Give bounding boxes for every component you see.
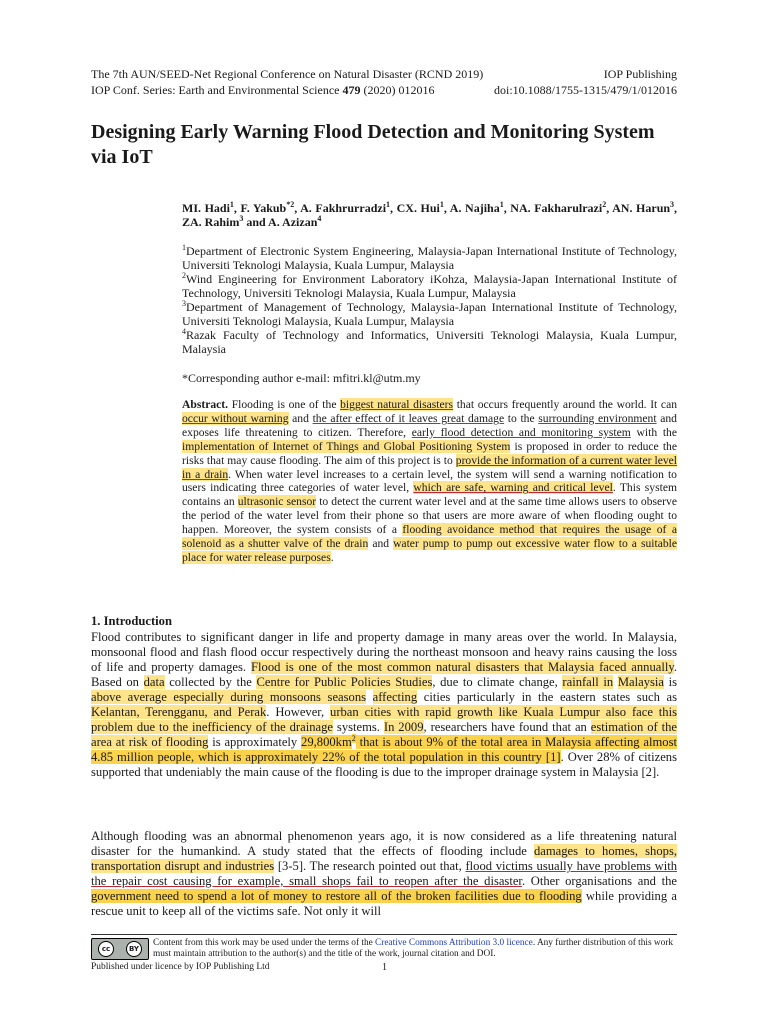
- author-name: F. Yakub: [240, 201, 287, 215]
- highlighted-text: 29,800km: [301, 735, 352, 749]
- text-run: and: [368, 537, 394, 551]
- highlighted-text: implementation of Internet of Things and Global Positioning System: [182, 439, 511, 453]
- highlighted-text: affecting: [372, 690, 418, 704]
- text-run: while providing a rescue unit to keep all of the victims safe. Not only it will: [91, 889, 677, 918]
- affiliation-number: 3: [182, 299, 186, 308]
- text-run: Although flooding was an abnormal phenomenon years ago, it is now considered as a life threatening natural disaster for the humankind. A study stated that the effects of flooding include: [91, 829, 677, 858]
- text-run: . Other organisations and the: [521, 874, 677, 888]
- text-run: and: [288, 411, 313, 425]
- author-affiliation-mark: 3: [239, 214, 244, 223]
- text-run: to detect the current water level and at the same time allows users to observe the period of the water level from their phone so that users are more aware of when flooding ought to happen. Moreover, the system consists of a: [182, 495, 677, 537]
- affiliation: [182, 244, 677, 272]
- highlighted-text: rainfall in: [562, 675, 614, 689]
- author-name: A. Najiha: [449, 201, 500, 215]
- license-text: [153, 938, 677, 960]
- affiliation-text: Wind Engineering for Environment Laboratory iKohza, Malaysia-Japan International Institute of Technology, Universiti Teknologi Malaysia, Kuala Lumpur, Malaysia: [182, 272, 677, 300]
- text-run: . This system contains an: [182, 481, 677, 509]
- affiliation: [182, 328, 677, 356]
- author-name: ZA. Rahim: [182, 215, 240, 229]
- highlighted-text: that is about 9% of the total area in Malaysia affecting almost 4.85 million people, which is approximately 22% of the total population in this country [1]: [91, 735, 678, 764]
- corresponding-author: *Corresponding author e-mail: mfitri.kl@utm.my: [182, 371, 421, 385]
- series-prefix: IOP Conf. Series: Earth and Environmental Science: [91, 83, 343, 97]
- author-name: AN. Harun: [612, 201, 671, 215]
- text-run: cities particularly in the eastern states such as: [417, 690, 677, 704]
- author-name: A. Azizan: [268, 215, 318, 229]
- highlighted-text: which are safe, warning and critical level: [413, 481, 613, 495]
- highlighted-text: occur without warning: [182, 411, 289, 425]
- text-run: [3-5]. The research pointed out that,: [274, 859, 466, 873]
- affiliation-text: Razak Faculty of Technology and Informatics, Universiti Teknologi Malaysia, Kuala Lumpur, Malaysia: [182, 328, 677, 356]
- issue-info: (2020) 012016: [360, 83, 435, 97]
- author-affiliation-mark: 1: [439, 200, 444, 209]
- by-icon: [126, 941, 142, 957]
- affiliation: [182, 300, 677, 328]
- license-post: . Any further distribution of this work must maintain attribution to the author(s) and the title of the work, journal citation and DOI.: [153, 938, 674, 959]
- text-run: . However,: [266, 705, 331, 719]
- highlighted-text: the after effect of it leaves great damage: [312, 411, 505, 425]
- highlighted-text: flooding avoidance method that requires the usage of a solenoid as a shutter valve of the drain: [182, 523, 677, 551]
- highlighted-text: Flood is one of the most common natural disasters that Malaysia faced annually: [251, 660, 674, 674]
- volume-number: 479: [342, 83, 361, 97]
- text-run: .: [330, 550, 334, 564]
- highlighted-text: surrounding environment: [538, 411, 657, 425]
- highlighted-text: Malaysia: [617, 675, 664, 689]
- highlighted-text: flood victims usually have problems with the repair cost causing for example, small shops fail to reopen after the disaster: [91, 859, 677, 888]
- cc-icon: cc: [98, 941, 114, 957]
- affiliation-number: 2: [182, 271, 186, 280]
- license-link[interactable]: Creative Commons Attribution 3.0 licence: [375, 938, 533, 948]
- text-run: with the: [630, 425, 677, 439]
- affiliation: [182, 272, 677, 300]
- published-by: Published under licence by IOP Publishing Ltd: [91, 962, 270, 972]
- author-affiliation-mark: 1: [499, 200, 504, 209]
- intro-paragraph-2: [91, 829, 677, 919]
- text-run: Flood contributes to significant danger in life and property damage in many areas over the world. In Malaysia, monsoonal flood and flash flood occur respectively during the northeast monsoon and heavy rains causing the loss of life and property damages.: [91, 630, 677, 674]
- highlighted-text: water pump to pump out excessive water flow to a suitable place for water release purposes: [182, 537, 678, 564]
- affiliation-text: Department of Electronic System Engineering, Malaysia-Japan International Institute of Technology, Universiti Teknologi Malaysia, Kuala Lumpur, Malaysia: [182, 244, 677, 272]
- text-run: . Over 28% of citizens supported that undeniably the main cause of the flooding is due to the improper drainage system in Malaysia [2].: [91, 750, 677, 779]
- author-affiliation-mark: *2: [286, 200, 295, 209]
- author-name: NA. Fakharulrazi: [510, 201, 603, 215]
- highlighted-text: biggest natural disasters: [340, 398, 454, 411]
- highlighted-text: urban cities with rapid growth like Kuala Lumpur also face this problem due to the inefficiency of the drainage: [91, 705, 678, 734]
- affiliation-number: 4: [182, 327, 186, 336]
- text-run: is approximately: [208, 735, 302, 749]
- highlighted-text: In 2009: [383, 720, 424, 734]
- text-run: collected by the: [164, 675, 257, 689]
- text-run: to the: [504, 411, 539, 425]
- author-name: A. Fakhrurradzi: [300, 201, 387, 215]
- text-run: systems.: [332, 720, 384, 734]
- highlighted-text: government need to spend a lot of money to restore all of the broken facilities due to flooding: [91, 889, 582, 903]
- footer-divider: [91, 934, 677, 935]
- author-affiliation-mark: 4: [317, 214, 322, 223]
- abstract-body: [182, 398, 677, 564]
- author-name: MI. Hadi: [182, 201, 230, 215]
- text-run: [366, 690, 373, 704]
- doi[interactable]: doi:10.1088/1755-1315/479/1/012016: [494, 83, 677, 97]
- text-run: , due to climate change,: [432, 675, 563, 689]
- highlighted-text: Kelantan, Terengganu, and Perak: [91, 705, 267, 719]
- highlighted-text: above average especially during monsoons seasons: [91, 690, 367, 704]
- author-name: CX. Hui: [396, 201, 440, 215]
- author-affiliation-mark: 1: [229, 200, 234, 209]
- highlighted-text: Centre for Public Policies Studies: [256, 675, 433, 689]
- page-number: 1: [382, 962, 387, 973]
- highlighted-text: 2: [351, 733, 356, 743]
- section-heading-introduction: 1. Introduction: [91, 614, 172, 628]
- text-run: and exposes life threatening to citizen. Therefore,: [182, 411, 677, 439]
- abstract: [182, 398, 677, 565]
- affiliations: [182, 244, 677, 356]
- text-run: , researchers have found that an: [423, 720, 591, 734]
- author-list: MI. Hadi$^1$, F. Yakub$^{*2}$, A. Fakhrurradzi$^1$, CX. Hui$^1$, A. Najiha$^1$, NA. Fakharulrazi$^2$, AN. Harun$^3$, ZA. Rahim$^3$ and A. Azizan$^4$: [182, 200, 678, 229]
- text-run: is: [663, 675, 677, 689]
- highlighted-text: estimation of the area at risk of flooding: [91, 720, 678, 749]
- series-line: [91, 83, 677, 97]
- running-header: [91, 67, 677, 81]
- abstract-label: Abstract.: [182, 398, 229, 411]
- by-label: BY: [128, 945, 140, 953]
- text-run: . Based on: [91, 660, 678, 689]
- text-run: Flooding is one of the: [228, 398, 341, 411]
- affiliation-text: Department of Management of Technology, Malaysia-Japan International Institute of Technology, Universiti Teknologi Malaysia, Kuala Lumpur, Malaysia: [182, 300, 677, 328]
- text-run: that occurs frequently around the world. It can: [453, 398, 678, 411]
- highlighted-text: data: [143, 675, 165, 689]
- highlighted-text: provide the information of a current water level in a drain: [182, 453, 678, 481]
- highlighted-text: ultrasonic sensor: [237, 495, 317, 509]
- author-affiliation-mark: 1: [386, 200, 391, 209]
- license-pre: Content from this work may be used under the terms of the: [153, 938, 376, 948]
- publisher-name: IOP Publishing: [603, 67, 677, 81]
- text-run: is proposed in order to reduce the risks that may cause flooding. The aim of this project is to: [182, 439, 677, 467]
- cc-license-badge[interactable]: [91, 938, 149, 960]
- author-affiliation-mark: 3: [670, 200, 675, 209]
- text-run: . When water level increases to a certain level, the system will send a warning notification to users indicating three categories of water level,: [182, 467, 677, 495]
- paper-title: Designing Early Warning Flood Detection and Monitoring System via IoT: [91, 121, 655, 168]
- intro-paragraph-1: [91, 630, 677, 780]
- highlighted-text: damages to homes, shops, transportation disrupt and industries: [91, 844, 677, 873]
- affiliation-number: 1: [182, 243, 186, 252]
- author-affiliation-mark: 2: [602, 200, 607, 209]
- conference-name: The 7th AUN/SEED-Net Regional Conference on Natural Disaster (RCND 2019): [91, 67, 484, 81]
- highlighted-text: early flood detection and monitoring system: [411, 425, 631, 439]
